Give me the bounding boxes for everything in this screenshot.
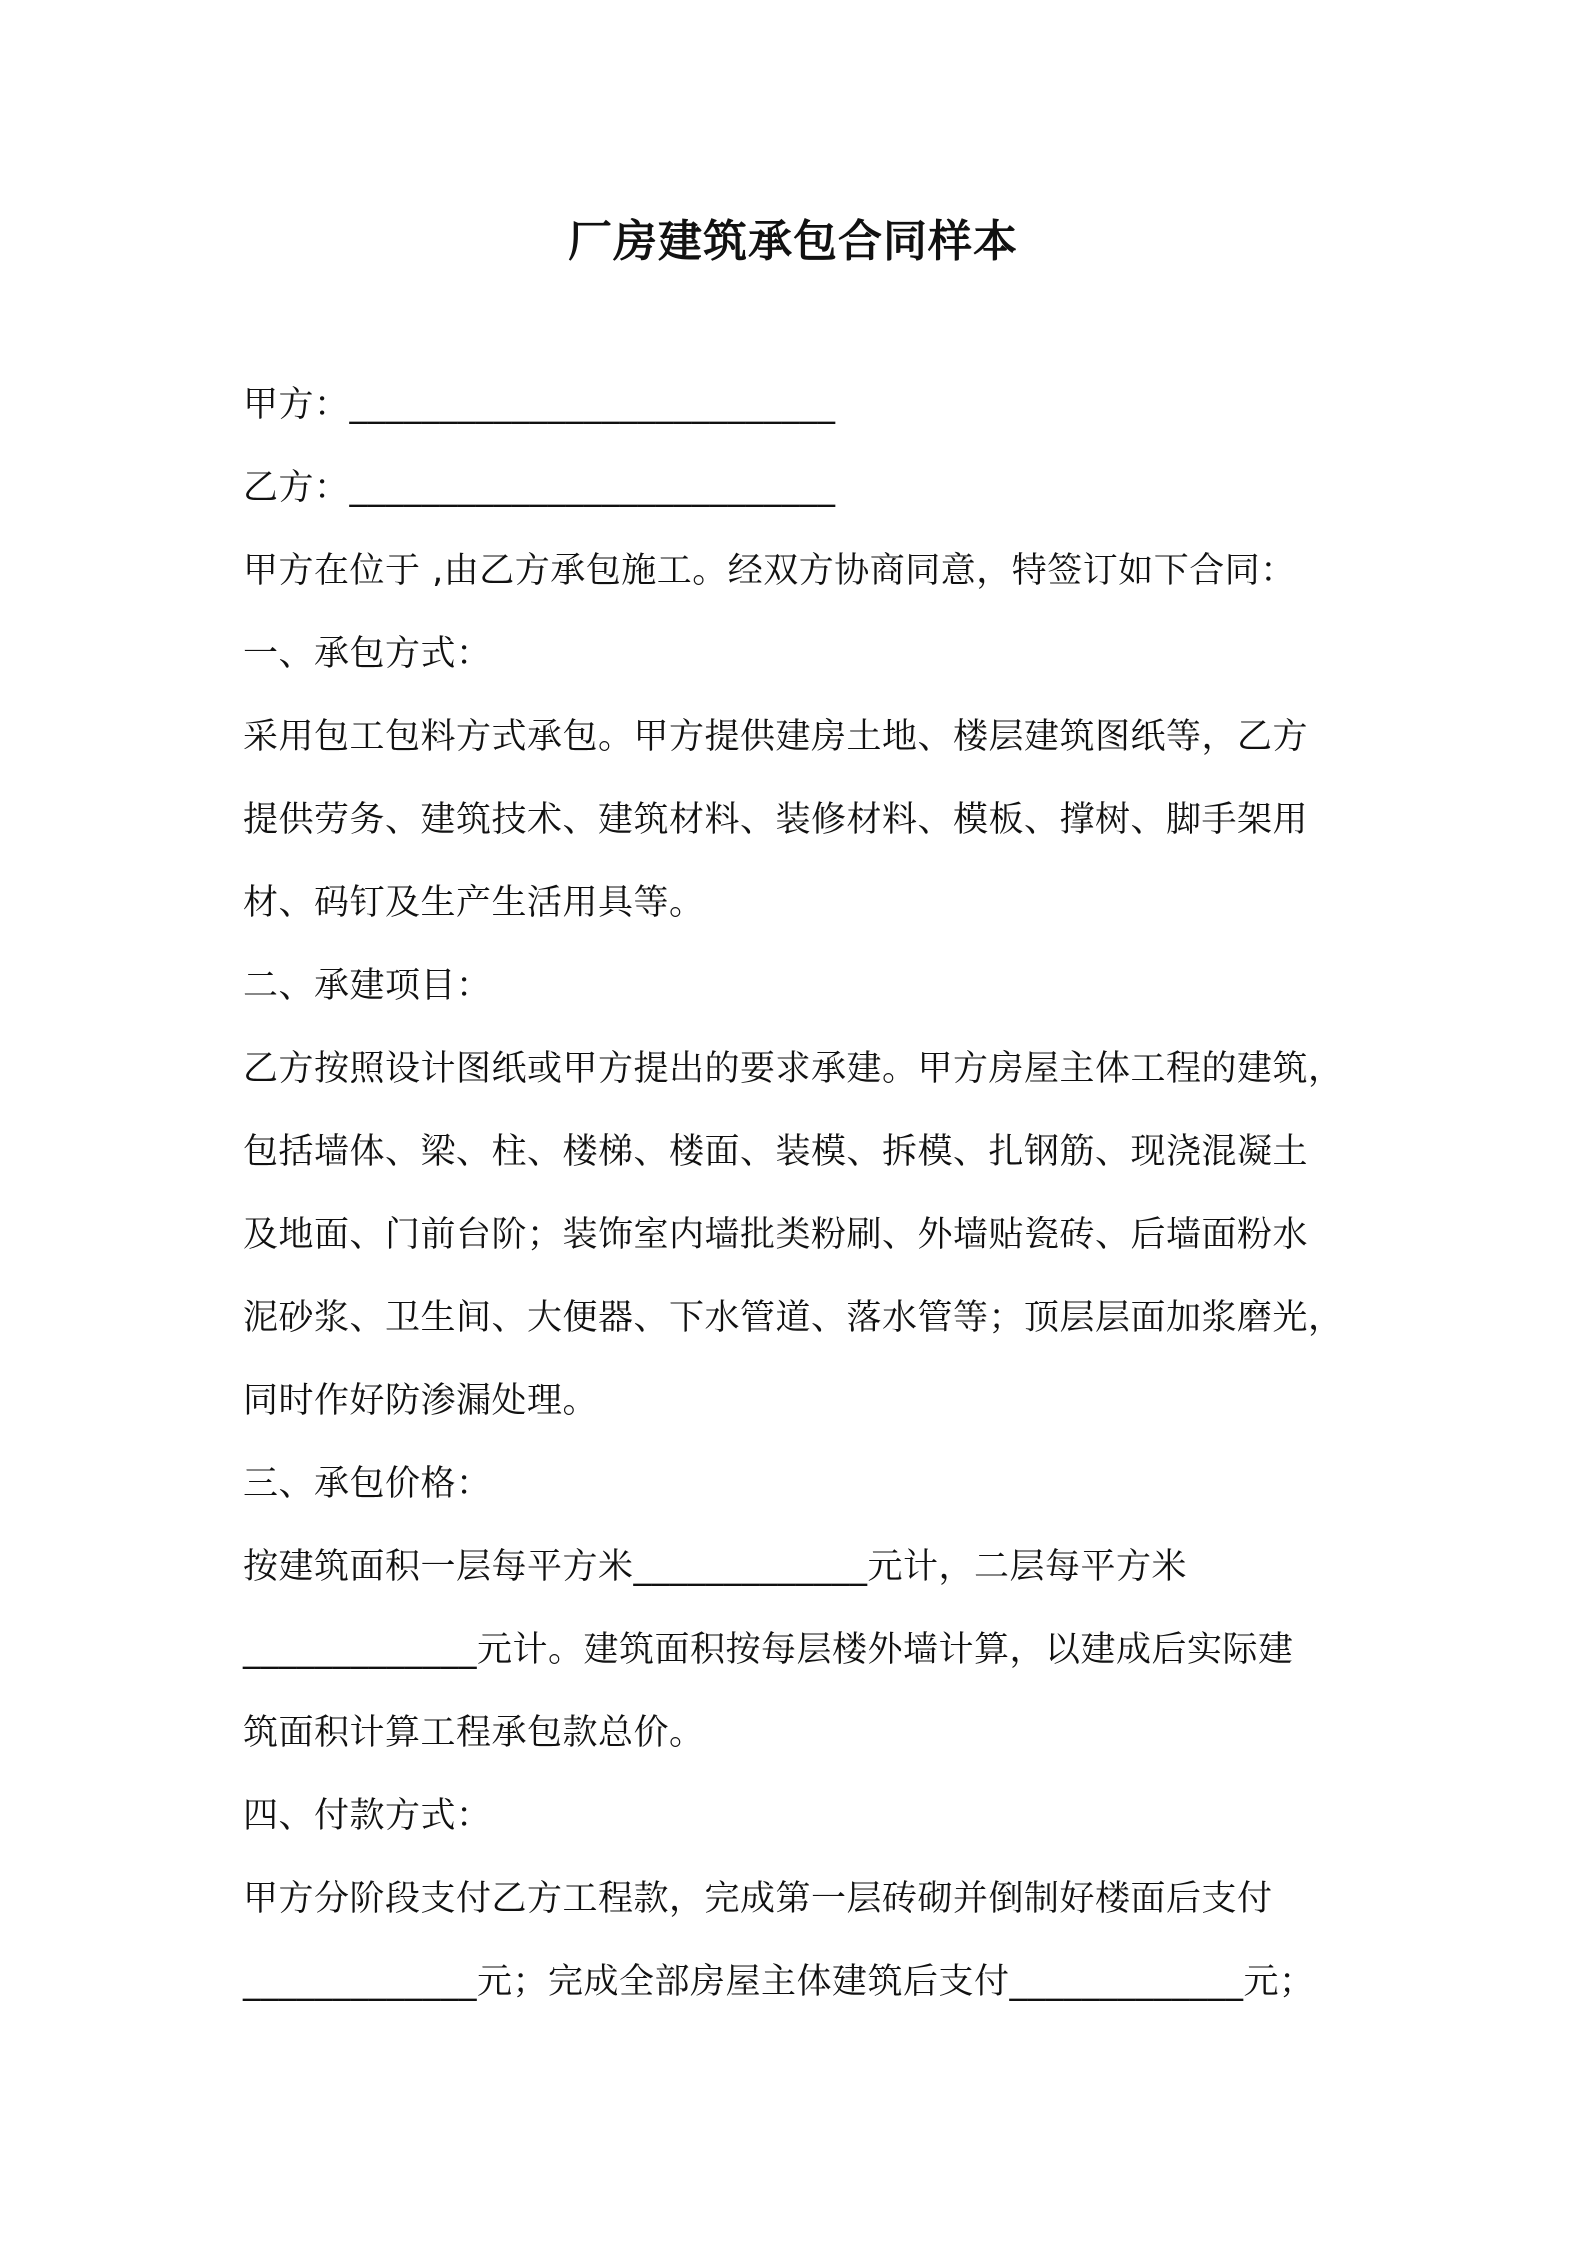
document-title: 厂房建筑承包合同样本 bbox=[568, 216, 1018, 267]
paragraph-line: 按建筑面积一层每平方米_____________元计，二层每平方米 bbox=[243, 1547, 1188, 1587]
paragraph-line: 提供劳务、建筑技术、建筑材料、装修材料、模板、撑树、脚手架用 bbox=[243, 800, 1309, 840]
paragraph-line: 泥砂浆、卫生间、大便器、下水管道、落水管等；顶层层面加浆磨光， bbox=[243, 1298, 1344, 1338]
paragraph-line: 甲方分阶段支付乙方工程款，完成第一层砖砌并倒制好楼面后支付 bbox=[243, 1879, 1273, 1919]
section-heading-price: 三、承包价格： bbox=[243, 1464, 492, 1504]
paragraph-line: _____________元计。建筑面积按每层楼外墙计算，以建成后实际建 bbox=[243, 1630, 1294, 1670]
paragraph-line: 筑面积计算工程承包款总价。 bbox=[243, 1713, 705, 1753]
party-b-line: 乙方：___________________________ bbox=[243, 468, 836, 508]
paragraph-line: 材、码钉及生产生活用具等。 bbox=[243, 883, 705, 923]
paragraph-line: 包括墙体、梁、柱、楼梯、楼面、装模、拆模、扎钢筋、现浇混凝土 bbox=[243, 1132, 1309, 1172]
section-heading-project: 二、承建项目： bbox=[243, 966, 492, 1006]
paragraph-line: 同时作好防渗漏处理。 bbox=[243, 1381, 599, 1421]
section-heading-contract-method: 一、承包方式： bbox=[243, 634, 492, 674]
party-a-line: 甲方：___________________________ bbox=[243, 385, 836, 425]
section-heading-payment: 四、付款方式： bbox=[243, 1796, 492, 1836]
paragraph-line: 乙方按照设计图纸或甲方提出的要求承建。甲方房屋主体工程的建筑， bbox=[243, 1049, 1344, 1089]
intro-line: 甲方在位于 ,由乙方承包施工。经双方协商同意，特签订如下合同： bbox=[243, 551, 1296, 591]
paragraph-line: _____________元；完成全部房屋主体建筑后支付_____________元； bbox=[243, 1962, 1315, 2002]
paragraph-line: 及地面、门前台阶；装饰室内墙批类粉刷、外墙贴瓷砖、后墙面粉水 bbox=[243, 1215, 1309, 1255]
paragraph-line: 采用包工包料方式承包。甲方提供建房土地、楼层建筑图纸等，乙方 bbox=[243, 717, 1309, 757]
document-body bbox=[243, 364, 1373, 2024]
